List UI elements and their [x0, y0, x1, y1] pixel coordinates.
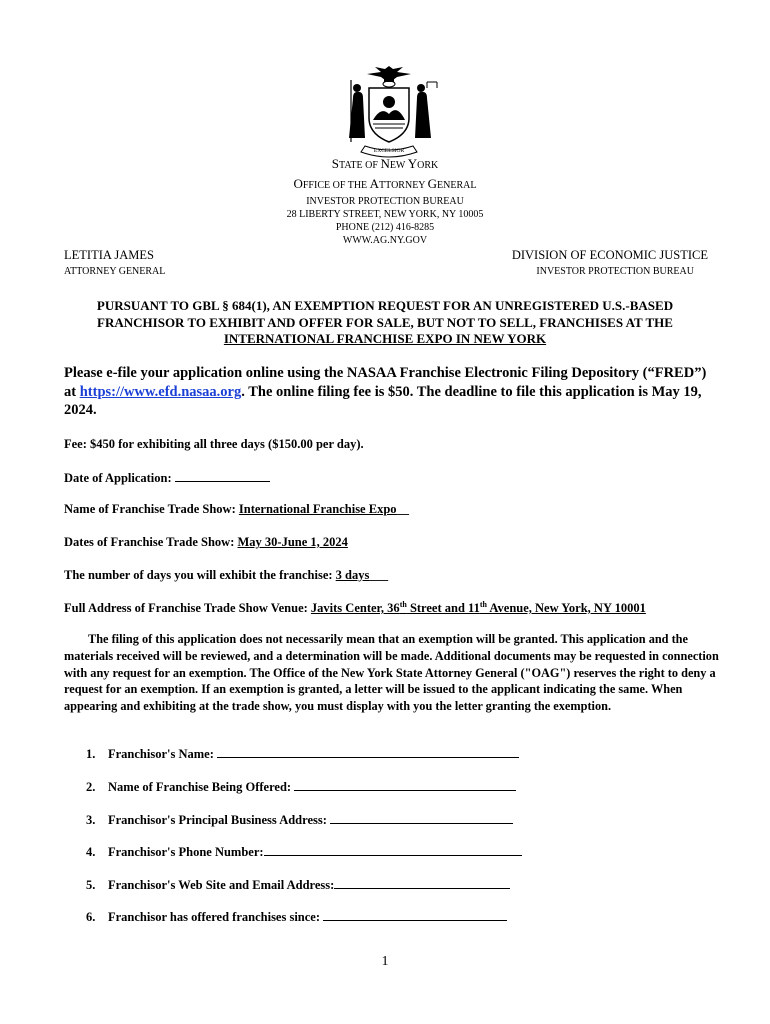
filing-instructions	[64, 364, 714, 420]
venue-value: Javits Center, 36th Street and 11th Avenue, New York, NY 10001	[310, 599, 646, 615]
trade-show-name	[64, 502, 409, 517]
item-website-email: 5. Franchisor's Web Site and Email Address:	[86, 877, 510, 893]
title-line-1: PURSUANT TO GBL § 684(1), AN EXEMPTION REQUEST FOR AN UNREGISTERED U.S.-BASED	[96, 298, 674, 313]
item-label: Franchisor's Name:	[108, 747, 218, 761]
document-title	[60, 298, 710, 348]
website-email-input[interactable]	[334, 877, 510, 889]
exemption-disclaimer: The filing of this application does not necessarily mean that an exemption will be granted. This application and the materials received will be reviewed, and a determination will be made. Additional documents may be requested in connection with any request for an exemption. The Office of the New York State Attorney General ("OAG") reserves the right to deny a request for an exemption. If an exemption is granted, a letter will be issued to the applicant indicating the same. When appearing and exhibiting at the trade show, you must display with you the letter granting the exemption.	[64, 632, 719, 714]
office-heading: OFFICE OF THE ATTORNEY GENERAL	[293, 176, 477, 191]
intro-text-2: . The online filing fee is $50. The deadline to file this application is May 19, 2024.	[64, 383, 702, 418]
attorney-general-name: LETITIA JAMES	[64, 248, 154, 262]
trade-show-dates	[64, 535, 348, 550]
item-label: Franchisor's Principal Business Address:	[108, 813, 331, 827]
state-heading: STATE OF NEW YORK	[331, 156, 439, 171]
fee-line: Fee: $450 for exhibiting all three days ($150.00 per day).	[64, 437, 364, 451]
days-tail: ___	[369, 568, 389, 582]
days-exhibiting	[64, 568, 388, 583]
division-name: DIVISION OF ECONOMIC JUSTICE	[511, 248, 708, 262]
item-label: Franchisor's Phone Number:	[108, 845, 264, 859]
item-business-address: 3. Franchisor's Principal Business Address:	[86, 812, 513, 828]
attorney-general-title: ATTORNEY GENERAL	[64, 266, 166, 277]
seal-motto: EXCELSIOR	[373, 148, 405, 154]
days-value: 3 days	[335, 568, 370, 582]
date-of-application	[64, 470, 270, 486]
phone-number-input[interactable]	[264, 844, 522, 856]
item-franchise-offered: 2. Name of Franchise Being Offered:	[86, 779, 516, 795]
new-york-state-seal-icon	[335, 62, 443, 162]
title-line-3: INTERNATIONAL FRANCHISE EXPO IN NEW YORK	[223, 331, 547, 346]
division-bureau: INVESTOR PROTECTION BUREAU	[536, 266, 694, 277]
franchisor-name-input[interactable]	[217, 746, 519, 758]
item-offered-since: 6. Franchisor has offered franchises since:	[86, 909, 507, 925]
days-label: The number of days you will exhibit the franchise:	[64, 568, 336, 582]
franchise-offered-input[interactable]	[294, 779, 516, 791]
office-phone: PHONE (212) 416-8285	[335, 222, 435, 233]
item-phone-number: 4. Franchisor's Phone Number:	[86, 844, 522, 860]
item-label: Franchisor has offered franchises since:	[108, 910, 324, 924]
show-dates-value: May 30-June 1, 2024	[237, 535, 348, 549]
show-name-tail: __	[396, 502, 410, 516]
bureau-heading: INVESTOR PROTECTION BUREAU	[306, 196, 464, 207]
show-name-label: Name of Franchise Trade Show:	[64, 502, 239, 516]
office-address: 28 LIBERTY STREET, NEW YORK, NY 10005	[286, 209, 484, 220]
item-label: Name of Franchise Being Offered:	[108, 780, 295, 794]
venue-label: Full Address of Franchise Trade Show Venue:	[64, 601, 311, 615]
venue-address	[64, 601, 646, 616]
show-name-value: International Franchise Expo	[238, 502, 397, 516]
offered-since-input[interactable]	[323, 909, 507, 921]
fred-link[interactable]: https://www.efd.nasaa.org	[79, 383, 242, 400]
item-label: Franchisor's Web Site and Email Address:	[108, 878, 335, 892]
item-franchisor-name: 1. Franchisor's Name:	[86, 746, 519, 762]
page-number: 1	[381, 954, 389, 969]
business-address-input[interactable]	[330, 812, 513, 824]
intro-text-1: Please e-file your application online using the NASAA Franchise Electronic Filing Depository (“FRED”) at	[64, 365, 707, 400]
title-line-2: FRANCHISOR TO EXHIBIT AND OFFER FOR SALE, BUT NOT TO SELL, FRANCHISES AT THE	[97, 314, 673, 330]
office-website: WWW.AG.NY.GOV	[342, 235, 428, 246]
show-dates-label: Dates of Franchise Trade Show:	[64, 535, 238, 549]
date-input-line[interactable]	[175, 470, 270, 482]
date-label: Date of Application:	[64, 471, 175, 485]
